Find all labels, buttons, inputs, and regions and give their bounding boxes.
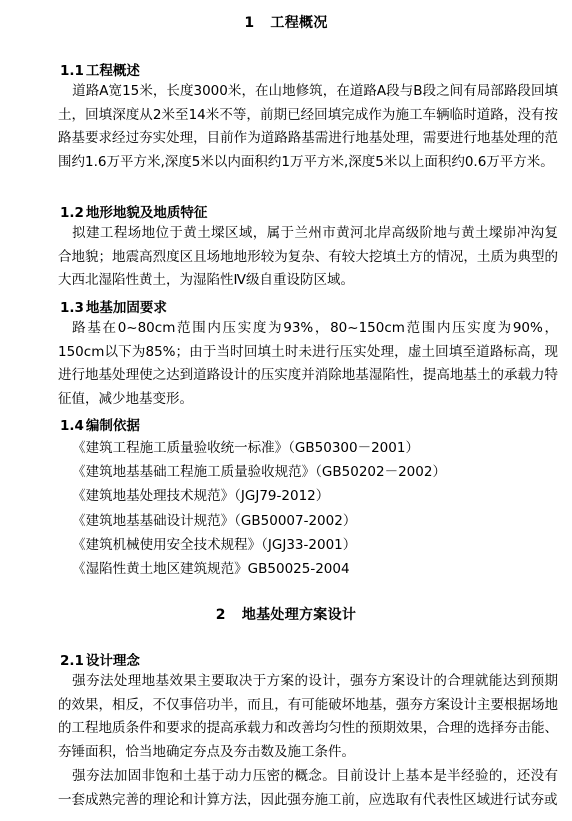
subsection-number: 2.1 [60, 653, 84, 669]
subsection-number: 1.4 [60, 418, 84, 434]
subsection-title: 工程概述 [85, 63, 140, 79]
paragraph-1-1: 道路A宽15米，长度3000米，在山地修筑，在道路A段与B段之间有局部路段回填土，回填深度从2米至14米不等，前期已经回填完成作为施工车辆临时道路，没有按路基要求经过夯实处理，目前作为道路路基需进行地基处理，需要进行地基处理的范围约1.6万平方米,深度5米以内面积约1万平方米,深度5米以上面积约0.6万平方米。 [58, 83, 558, 170]
reference-item: 《建筑机械使用安全技术规程》（JGJ33-2001） [72, 536, 357, 553]
subsection-1-4-heading [60, 416, 140, 436]
reference-item: 《建筑工程施工质量验收统一标准》（GB50300－2001） [72, 440, 419, 456]
subsection-1-1-heading [60, 61, 140, 81]
section-number: 1 [244, 15, 255, 31]
subsection-title: 编制依据 [85, 418, 140, 434]
reference-item: 《建筑地基基础设计规范》（GB50007-2002） [72, 512, 357, 529]
reference-item: 《建筑地基处理技术规范》（JGJ79-2012） [72, 488, 330, 505]
paragraph-1-2: 拟建工程场地位于黄土墚区域，属于兰州市黄河北岸高级阶地与黄土墚峁冲沟复合地貌；地震高烈度区且场地地形较为复杂、有较大挖填土方的情况，土质为典型的大西北湿陷性黄土，为湿陷性Ⅳ级自重设防区域。 [58, 225, 558, 289]
subsection-title: 地形地貌及地质特征 [85, 205, 208, 221]
reference-item: 《湿陷性黄土地区建筑规范》GB50025-2004 [72, 561, 350, 578]
reference-list [58, 436, 446, 581]
reference-item: 《建筑地基基础工程施工质量验收规范》（GB50202－2002） [72, 464, 446, 481]
section-2-heading [0, 604, 572, 626]
section-title: 地基处理方案设计 [241, 607, 357, 623]
subsection-1-2-heading [60, 203, 207, 223]
subsection-number: 1.2 [60, 205, 84, 221]
subsection-2-1-heading [60, 651, 140, 671]
subsection-1-3-heading [60, 298, 167, 318]
paragraph-2-1-a: 强夯法处理地基效果主要取决于方案的设计，强夯方案设计的合理就能达到预期的效果，相反，不仅事倍功半，而且，有可能破坏地基，强夯方案设计主要根据场地的工程地质条件和要求的提高承载力和改善均匀性的预期效果，合理的选择夯击能、夯锤面积，恰当地确定夯点及夯击数及施工条件。 [58, 673, 558, 760]
paragraph-2-1-b: 强夯法加固非饱和土基于动力压密的概念。目前设计上基本是半经验的，还没有一套成熟完善的理论和计算方法，因此强夯施工前，应选取有代表性区域进行试夯或 [58, 768, 558, 808]
section-title: 工程概况 [270, 15, 328, 31]
subsection-number: 1.1 [60, 63, 84, 79]
section-number: 2 [215, 607, 226, 623]
paragraph-1-3: 路基在0~80cm范围内压实度为93%，80~150cm范围内压实度为90%，150cm以下为85%；由于当时回填土时未进行压实处理，虚土回填至道路标高，现进行地基处理使之达到道路设计的压实度并消除地基湿陷性，提高地基土的承载力特征值，减少地基变形。 [58, 320, 558, 407]
subsection-title: 设计理念 [85, 653, 140, 669]
section-1-heading [0, 12, 572, 34]
subsection-title: 地基加固要求 [85, 300, 167, 316]
subsection-number: 1.3 [60, 300, 84, 316]
